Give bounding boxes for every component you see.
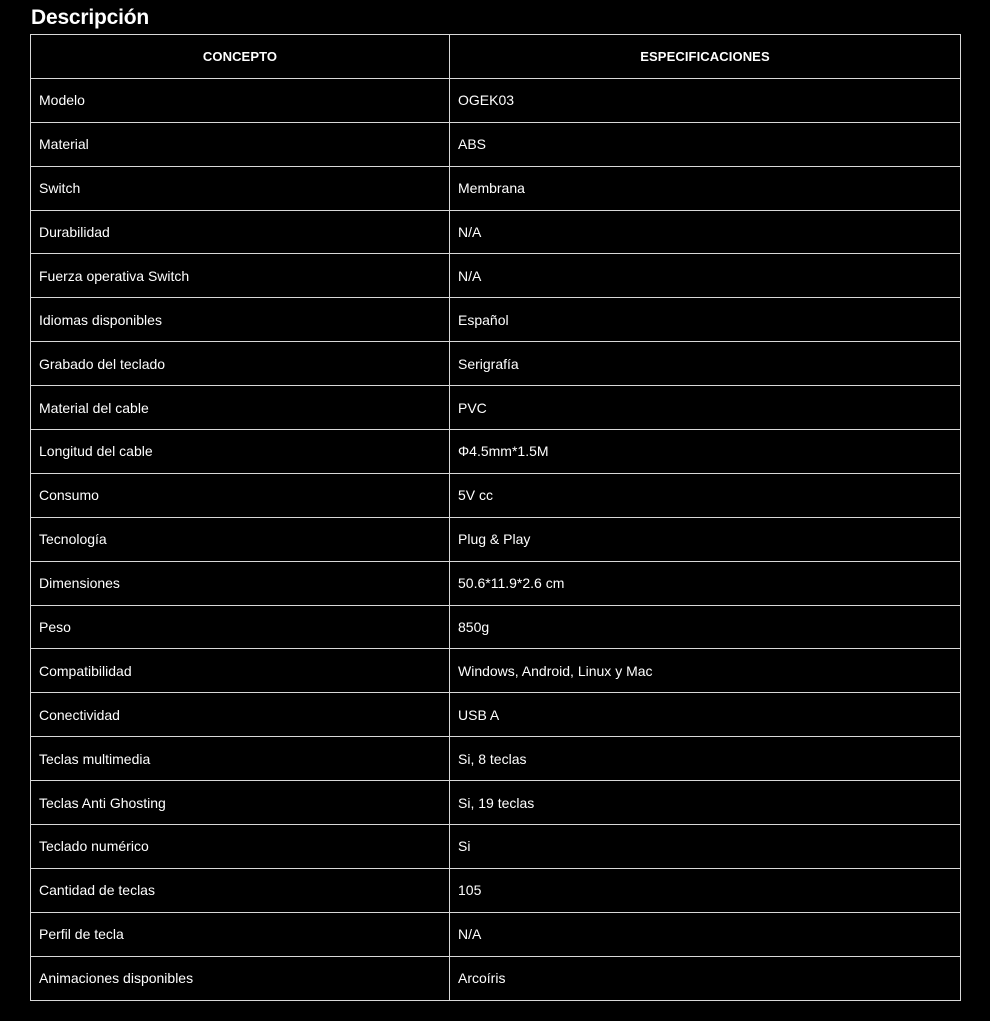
- spec-value-cell: Arcoíris: [450, 956, 961, 1000]
- table-row: [31, 825, 961, 869]
- spec-value-cell: Si: [450, 825, 961, 869]
- table-row: [31, 254, 961, 298]
- table-row: [31, 561, 961, 605]
- concept-cell: Peso: [31, 605, 450, 649]
- table-row: [31, 605, 961, 649]
- table-row: [31, 781, 961, 825]
- table-row: [31, 430, 961, 474]
- spec-value-cell: 105: [450, 868, 961, 912]
- concept-cell: Modelo: [31, 78, 450, 122]
- spec-value-cell: N/A: [450, 254, 961, 298]
- concept-cell: Cantidad de teclas: [31, 868, 450, 912]
- spec-value-cell: OGEK03: [450, 78, 961, 122]
- concept-cell: Perfil de tecla: [31, 912, 450, 956]
- concept-cell: Teclado numérico: [31, 825, 450, 869]
- concept-cell: Teclas Anti Ghosting: [31, 781, 450, 825]
- concept-cell: Grabado del teclado: [31, 342, 450, 386]
- table-row: [31, 649, 961, 693]
- spec-value-cell: Español: [450, 298, 961, 342]
- page-title: Descripción: [31, 6, 150, 29]
- table-row: [31, 956, 961, 1000]
- table-row: [31, 78, 961, 122]
- header-concepto: CONCEPTO: [31, 35, 450, 79]
- spec-table: [30, 34, 961, 1001]
- concept-cell: Teclas multimedia: [31, 737, 450, 781]
- concept-cell: Durabilidad: [31, 210, 450, 254]
- table-row: [31, 122, 961, 166]
- table-row: [31, 210, 961, 254]
- concept-cell: Tecnología: [31, 517, 450, 561]
- concept-cell: Compatibilidad: [31, 649, 450, 693]
- concept-cell: Idiomas disponibles: [31, 298, 450, 342]
- spec-value-cell: N/A: [450, 912, 961, 956]
- concept-cell: Material del cable: [31, 386, 450, 430]
- table-row: [31, 517, 961, 561]
- concept-cell: Dimensiones: [31, 561, 450, 605]
- table-row: [31, 386, 961, 430]
- table-row: [31, 868, 961, 912]
- table-row: [31, 693, 961, 737]
- spec-value-cell: N/A: [450, 210, 961, 254]
- spec-value-cell: 50.6*11.9*2.6 cm: [450, 561, 961, 605]
- spec-value-cell: PVC: [450, 386, 961, 430]
- table-row: [31, 473, 961, 517]
- spec-value-cell: 5V cc: [450, 473, 961, 517]
- spec-value-cell: USB A: [450, 693, 961, 737]
- table-row: [31, 166, 961, 210]
- spec-value-cell: Windows, Android, Linux y Mac: [450, 649, 961, 693]
- concept-cell: Fuerza operativa Switch: [31, 254, 450, 298]
- table-row: [31, 298, 961, 342]
- spec-value-cell: Membrana: [450, 166, 961, 210]
- spec-value-cell: Φ4.5mm*1.5M: [450, 430, 961, 474]
- concept-cell: Consumo: [31, 473, 450, 517]
- concept-cell: Material: [31, 122, 450, 166]
- spec-table-body: [31, 78, 961, 1000]
- concept-cell: Conectividad: [31, 693, 450, 737]
- table-row: [31, 912, 961, 956]
- table-row: [31, 342, 961, 386]
- spec-value-cell: 850g: [450, 605, 961, 649]
- spec-value-cell: ABS: [450, 122, 961, 166]
- spec-value-cell: Si, 19 teclas: [450, 781, 961, 825]
- spec-value-cell: Si, 8 teclas: [450, 737, 961, 781]
- concept-cell: Switch: [31, 166, 450, 210]
- table-row: [31, 737, 961, 781]
- table-header-row: [31, 35, 961, 79]
- spec-value-cell: Serigrafía: [450, 342, 961, 386]
- header-especificaciones: ESPECIFICACIONES: [450, 35, 961, 79]
- concept-cell: Animaciones disponibles: [31, 956, 450, 1000]
- concept-cell: Longitud del cable: [31, 430, 450, 474]
- spec-value-cell: Plug & Play: [450, 517, 961, 561]
